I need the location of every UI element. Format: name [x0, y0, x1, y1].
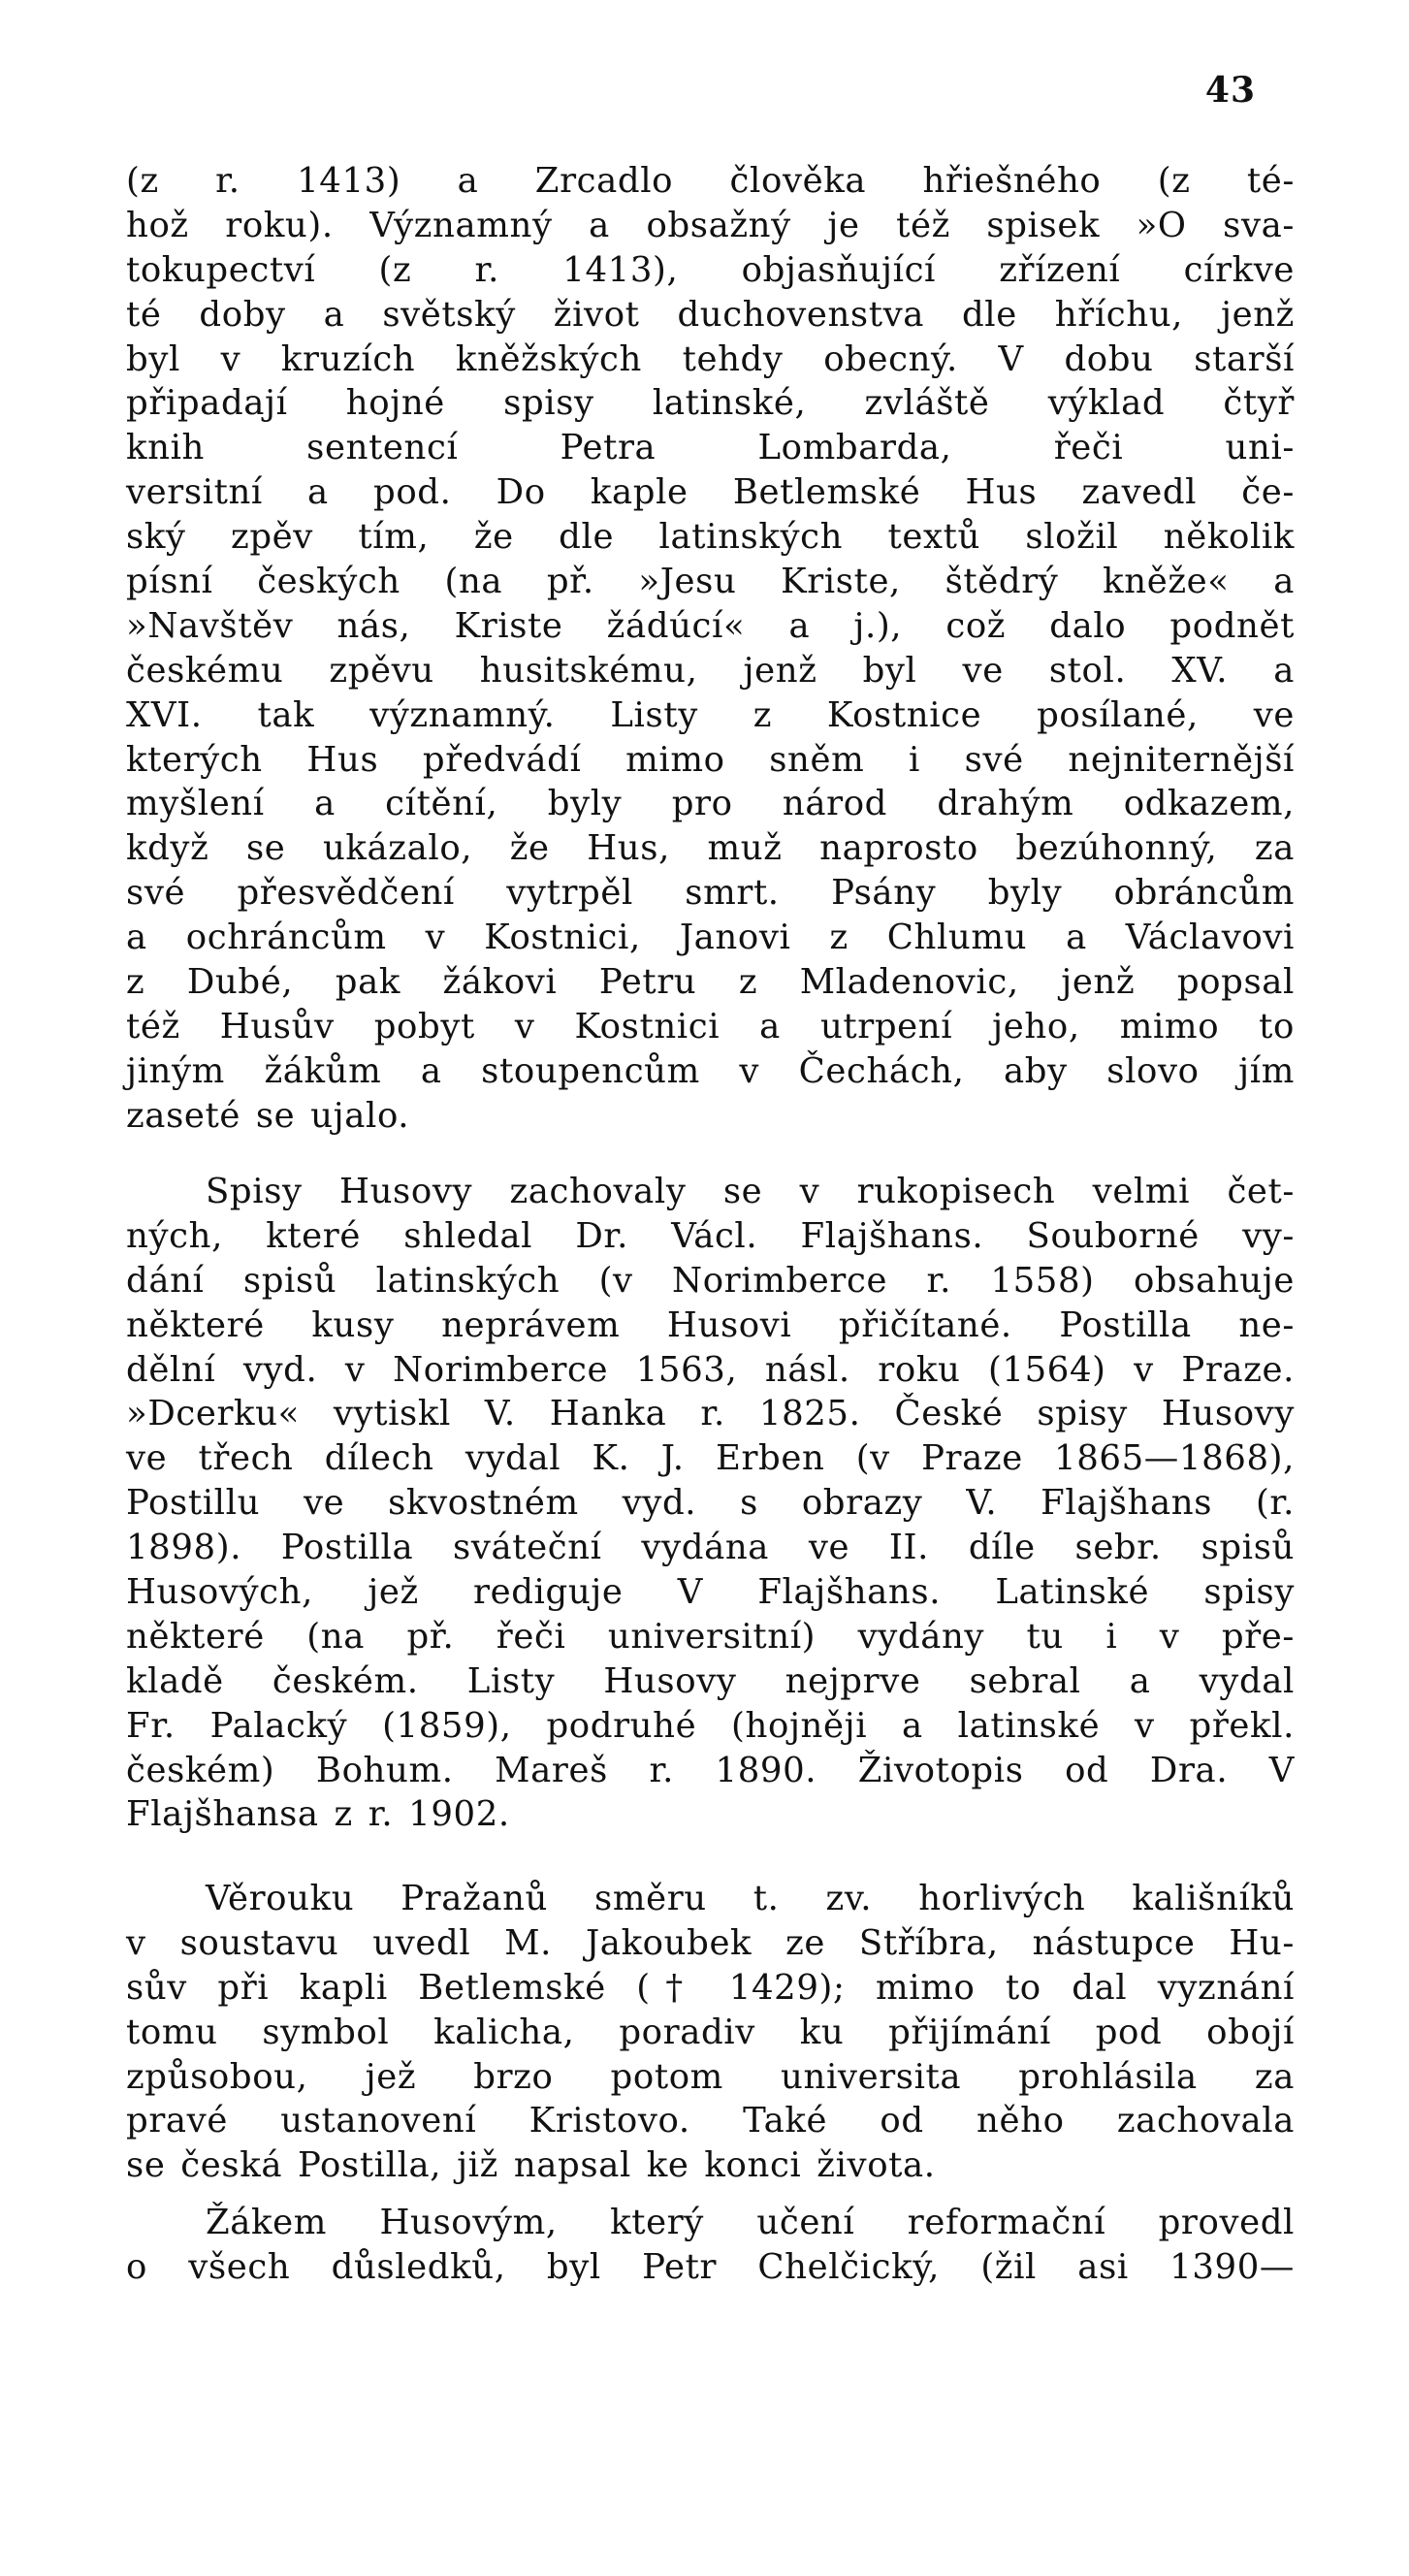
text-line: sův při kapli Betlemské († 1429); mimo to dal vyznání: [126, 1967, 1295, 2008]
paragraph-hus-works: [126, 159, 1295, 1139]
text-line: se česká Postilla, již napsal ke konci života.: [126, 2145, 936, 2186]
text-line: myšlení a cítění, byly pro národ drahým odkazem,: [126, 784, 1295, 824]
text-line: dání spisů latinských (v Norimberce r. 1558) obsahuje: [126, 1260, 1295, 1301]
text-line: tomu symbol kalicha, poradiv ku přijímání pod obojí: [126, 2012, 1295, 2052]
text-line: ných, které shledal Dr. Václ. Flajšhans. Souborné vy-: [126, 1215, 1295, 1256]
text-line: »Dcerku« vytiskl V. Hanka r. 1825. České spisy Husovy: [126, 1394, 1295, 1434]
text-line: ve třech dílech vydal K. J. Erben (v Praze 1865—1868),: [126, 1438, 1295, 1479]
paragraph-chelcicky: [126, 2201, 1295, 2290]
text-line: připadají hojné spisy latinské, zvláště výklad čtyř: [126, 383, 1295, 424]
text-line: (z r. 1413) a Zrcadlo člověka hřiešného (z té-: [126, 161, 1295, 201]
text-line: Postillu ve skvostném vyd. s obrazy V. Flajšhans (r.: [126, 1483, 1295, 1524]
text-line: své přesvědčení vytrpěl smrt. Psány byly obráncům: [126, 873, 1295, 914]
text-line: v soustavu uvedl M. Jakoubek ze Stříbra, nástupce Hu-: [126, 1922, 1295, 1963]
text-line: »Navštěv nás, Kriste žádúcí« a j.), což dalo podnět: [126, 605, 1295, 646]
paragraph-editions: [126, 1170, 1295, 1837]
text-line: o všech důsledků, byl Petr Chelčický, (žil asi 1390—: [126, 2246, 1295, 2287]
text-line: té doby a světský život duchovenstva dle hříchu, jenž: [126, 294, 1295, 335]
text-line: pravé ustanovení Kristovo. Také od něho zachovala: [126, 2101, 1295, 2141]
text-line: versitní a pod. Do kaple Betlemské Hus zavedl če-: [126, 472, 1295, 513]
text-line: a ochráncům v Kostnici, Janovi z Chlumu a Václavovi: [126, 918, 1295, 958]
text-line: kladě českém. Listy Husovy nejprve sebral a vydal: [126, 1660, 1295, 1701]
text-line: jiným žákům a stoupencům v Čechách, aby slovo jím: [126, 1050, 1295, 1091]
text-line: když se ukázalo, že Hus, muž naprosto bezúhonný, za: [126, 828, 1295, 869]
text-line: českému zpěvu husitskému, jenž byl ve stol. XV. a: [126, 650, 1295, 691]
paragraph-jakoubek: [126, 1877, 1295, 2188]
text-line: 1898). Postilla sváteční vydána ve II. díle sebr. spisů: [126, 1528, 1295, 1568]
text-line: knih sentencí Petra Lombarda, řeči uni-: [126, 428, 1295, 468]
text-line: dělní vyd. v Norimberce 1563, násl. roku (1564) v Praze.: [126, 1349, 1295, 1390]
text-line: hož roku). Významný a obsažný je též spisek »O sva-: [126, 205, 1295, 245]
text-line: Fr. Palacký (1859), podruhé (hojněji a latinské v překl.: [126, 1705, 1295, 1746]
text-line: způsobou, jež brzo potom universita prohlásila za: [126, 2056, 1295, 2097]
text-line: Husových, jež rediguje V Flajšhans. Latinské spisy: [126, 1572, 1295, 1613]
text-line: českém) Bohum. Mareš r. 1890. Životopis od Dra. V: [126, 1750, 1295, 1790]
text-line: XVI. tak významný. Listy z Kostnice posílané, ve: [126, 694, 1295, 735]
text-line: z Dubé, pak žákovi Petru z Mladenovic, jenž popsal: [126, 962, 1295, 1003]
page-number: 43: [1204, 70, 1256, 111]
text-line: písní českých (na př. »Jesu Kriste, štědrý kněže« a: [126, 562, 1295, 602]
text-line: některé (na př. řeči universitní) vydány tu i v pře-: [126, 1616, 1295, 1657]
text-line: též Husův pobyt v Kostnici a utrpení jeho, mimo to: [126, 1006, 1295, 1046]
text-line: některé kusy neprávem Husovi přičítané. Postilla ne-: [126, 1304, 1295, 1345]
text-line: kterých Hus předvádí mimo sněm i své nejniternější: [126, 739, 1295, 780]
text-line: Spisy Husovy zachovaly se v rukopisech velmi čet-: [206, 1172, 1295, 1211]
text-line: ský zpěv tím, že dle latinských textů složil několik: [126, 517, 1295, 558]
text-line: Žákem Husovým, který učení reformační provedl: [206, 2203, 1295, 2242]
text-line: byl v kruzích kněžských tehdy obecný. V dobu starší: [126, 338, 1295, 379]
text-line: tokupectví (z r. 1413), objasňující zřízení církve: [126, 249, 1295, 290]
text-line: zaseté se ujalo.: [126, 1095, 410, 1136]
text-line: Flajšhansa z r. 1902.: [126, 1794, 510, 1835]
text-line: Věrouku Pražanů směru t. zv. horlivých kališníků: [206, 1879, 1295, 1918]
